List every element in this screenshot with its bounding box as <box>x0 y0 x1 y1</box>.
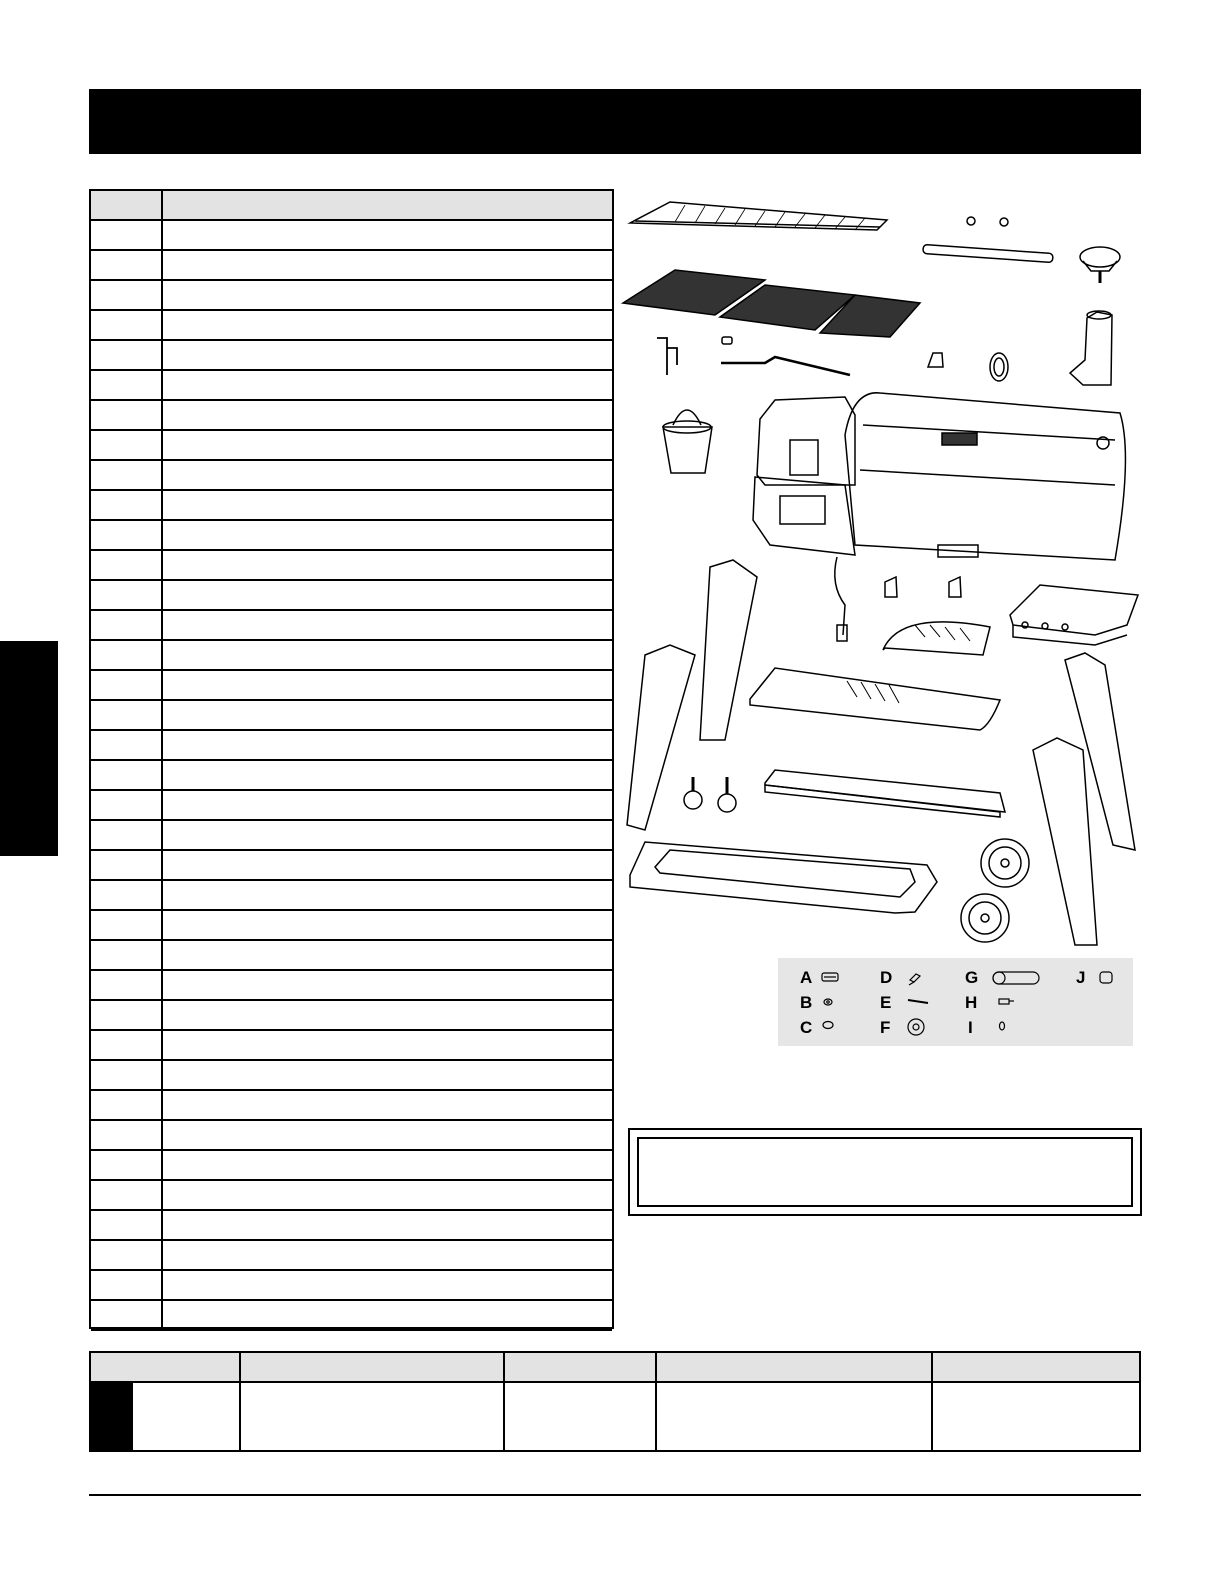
cooking-grates-icon <box>623 270 920 337</box>
parts-table-row-rule <box>91 759 612 761</box>
specification-table-marker <box>91 1383 133 1450</box>
parts-table-row-rule <box>91 1209 612 1211</box>
caster-wheels-icon <box>684 777 736 812</box>
parts-list-table <box>89 189 614 1329</box>
parts-table-row-rule <box>91 819 612 821</box>
knob-icon <box>1080 247 1120 283</box>
grill-parts-diagram <box>615 185 1150 960</box>
parts-table-row-rule <box>91 399 612 401</box>
hardware-legend <box>778 958 1133 1046</box>
side-section-tab <box>0 641 58 856</box>
hardware-label: B <box>800 993 813 1012</box>
wheels-icon <box>961 839 1029 942</box>
hardware-label: H <box>965 993 978 1012</box>
parts-table-row-rule <box>91 639 612 641</box>
parts-table-row-rule <box>91 459 612 461</box>
hardware-bolt-icon <box>822 972 1112 1035</box>
chimney-icon <box>1070 311 1112 385</box>
hardware-label: D <box>880 968 893 987</box>
legs-icon <box>627 560 1135 945</box>
grill-body-icon <box>753 393 1125 641</box>
hardware-label: G <box>965 968 979 987</box>
parts-table-row-rule <box>91 1089 612 1091</box>
parts-table-row-rule <box>91 579 612 581</box>
parts-table-row-rule <box>91 1119 612 1121</box>
parts-table-row-rule <box>91 1029 612 1031</box>
page-header-bar <box>89 89 1141 154</box>
parts-table-row-rule <box>91 849 612 851</box>
parts-table-row-rule <box>91 609 612 611</box>
hardware-label: C <box>800 1018 813 1037</box>
footer-rule <box>89 1494 1141 1496</box>
parts-table-row-rule <box>91 939 612 941</box>
parts-table-row-rule <box>91 999 612 1001</box>
parts-table-row-rule <box>91 429 612 431</box>
parts-table-row-rule <box>91 1239 612 1241</box>
parts-table-row-rule <box>91 1299 612 1301</box>
parts-table-row-rule <box>91 1179 612 1181</box>
specification-table-header <box>91 1353 1139 1383</box>
parts-table-header <box>91 191 612 221</box>
parts-table-row-rule <box>91 279 612 281</box>
note-box-inner <box>637 1137 1133 1207</box>
parts-table-row-rule <box>91 1329 612 1331</box>
parts-table-row-rule <box>91 489 612 491</box>
parts-table-row-rule <box>91 789 612 791</box>
spec-column-divider <box>931 1353 933 1450</box>
spec-column-divider <box>655 1353 657 1450</box>
note-box <box>628 1128 1142 1216</box>
hardware-label: A <box>800 968 813 987</box>
parts-table-row-rule <box>91 1059 612 1061</box>
grease-bucket-icon <box>663 410 712 473</box>
rod-icon <box>923 244 1053 262</box>
parts-table-row-rule <box>91 309 612 311</box>
parts-table-row-rule <box>91 519 612 521</box>
parts-table-row-rule <box>91 729 612 731</box>
specification-table <box>89 1351 1141 1452</box>
front-panel-icon <box>765 770 1005 817</box>
parts-table-row-rule <box>91 1149 612 1151</box>
hardware-label: E <box>880 993 892 1012</box>
parts-table-row-rule <box>91 879 612 881</box>
parts-table-row-rule <box>91 909 612 911</box>
parts-table-row-rule <box>91 249 612 251</box>
side-shelf-icon <box>1010 585 1138 645</box>
spec-column-divider <box>503 1353 505 1450</box>
parts-table-row-rule <box>91 969 612 971</box>
parts-table-row-rule <box>91 549 612 551</box>
parts-table-row-rule <box>91 669 612 671</box>
warming-rack-icon <box>630 202 887 230</box>
hardware-label: I <box>968 1018 973 1037</box>
parts-table-row-rule <box>91 1269 612 1271</box>
hardware-label: F <box>880 1018 891 1037</box>
hardware-label: J <box>1076 968 1086 987</box>
parts-table-row-rule <box>91 369 612 371</box>
bottom-shelf-icon <box>630 842 937 913</box>
parts-table-row-rule <box>91 699 612 701</box>
parts-table-row-rule <box>91 339 612 341</box>
spec-column-divider <box>239 1353 241 1450</box>
